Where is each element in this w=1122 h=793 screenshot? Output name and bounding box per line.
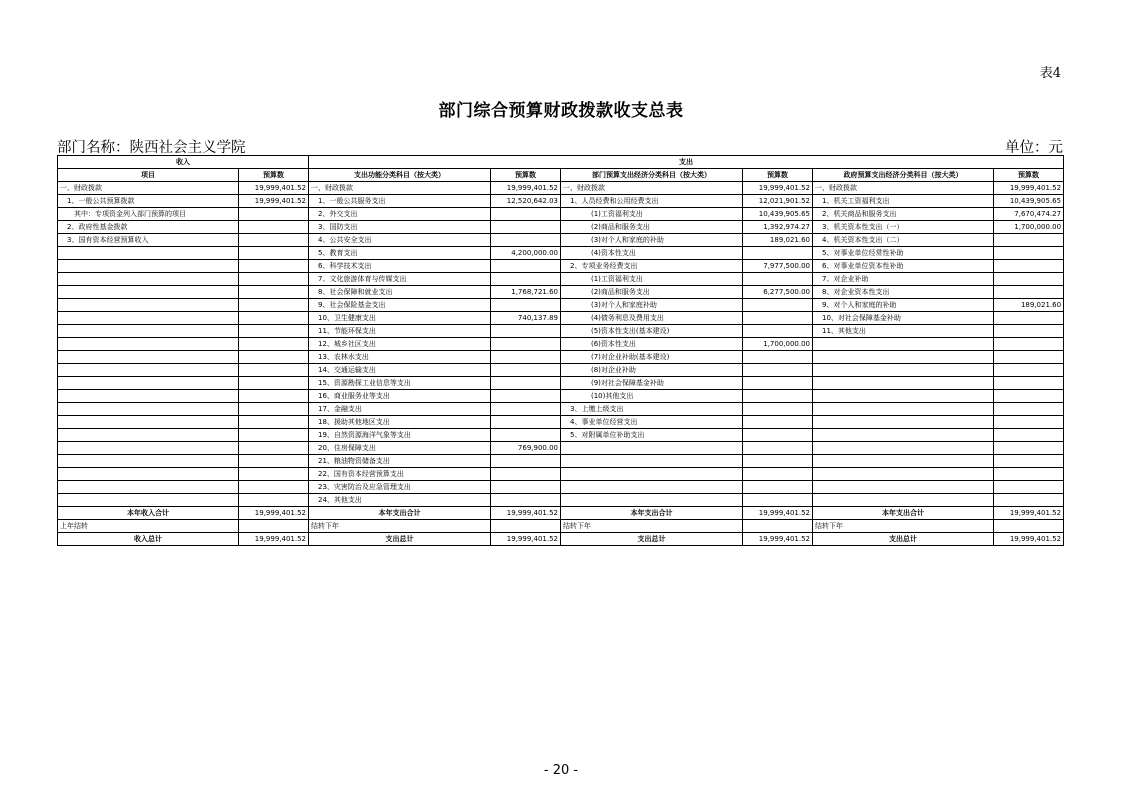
item-cell: [813, 351, 994, 364]
item-cell: [813, 364, 994, 377]
amount-cell: 740,137.89: [491, 312, 561, 325]
table-row: [58, 429, 1064, 442]
grand-total-row: [58, 533, 1064, 546]
item-cell: 5、对事业单位经常性补助: [813, 247, 994, 260]
amount-cell: [743, 377, 813, 390]
amount-cell: [743, 481, 813, 494]
year-expense-value: 19,999,401.52: [491, 507, 561, 520]
table-number: 表4: [1039, 66, 1061, 81]
amount-cell: [239, 299, 309, 312]
item-cell: [58, 429, 239, 442]
item-cell: 1、一般公共预算拨款: [58, 195, 239, 208]
amount-cell: [239, 481, 309, 494]
item-cell: 12、城乡社区支出: [309, 338, 491, 351]
income-total-label: 收入总计: [58, 533, 239, 546]
item-cell: (1)工资福利支出: [561, 273, 743, 286]
amount-cell: [239, 351, 309, 364]
table-row: [58, 273, 1064, 286]
table-row: [58, 468, 1064, 481]
amount-cell: [743, 468, 813, 481]
amount-cell: [994, 273, 1064, 286]
item-cell: 1、人员经费和公用经费支出: [561, 195, 743, 208]
amount-cell: [239, 416, 309, 429]
amount-cell: [994, 338, 1064, 351]
item-cell: [58, 416, 239, 429]
item-cell: [58, 325, 239, 338]
item-cell: 9、社会保险基金支出: [309, 299, 491, 312]
carry-out-value: [994, 520, 1064, 533]
item-cell: (7)对企业补助(基本建设): [561, 351, 743, 364]
amount-cell: [491, 338, 561, 351]
amount-cell: [239, 468, 309, 481]
amount-cell: [994, 455, 1064, 468]
item-cell: 8、社会保障和就业支出: [309, 286, 491, 299]
item-cell: [58, 299, 239, 312]
amount-cell: [994, 260, 1064, 273]
amount-cell: [239, 325, 309, 338]
item-cell: 3、国防支出: [309, 221, 491, 234]
item-cell: 2、专项业务经费支出: [561, 260, 743, 273]
item-cell: [813, 403, 994, 416]
year-income-value: 19,999,401.52: [239, 507, 309, 520]
item-cell: 16、商业服务业等支出: [309, 390, 491, 403]
amount-cell: [743, 247, 813, 260]
item-cell: [813, 390, 994, 403]
amount-cell: [491, 494, 561, 507]
item-cell: (2)商品和服务支出: [561, 221, 743, 234]
amount-cell: [743, 364, 813, 377]
header-item: 项目: [58, 169, 239, 182]
amount-cell: 1,700,000.00: [994, 221, 1064, 234]
table-row: [58, 325, 1064, 338]
table-row: [58, 195, 1064, 208]
amount-cell: 19,999,401.52: [239, 182, 309, 195]
table-row: [58, 377, 1064, 390]
amount-cell: [994, 468, 1064, 481]
item-cell: (8)对企业补助: [561, 364, 743, 377]
item-cell: [561, 481, 743, 494]
amount-cell: [491, 377, 561, 390]
year-expense-value: 19,999,401.52: [743, 507, 813, 520]
table-row: [58, 299, 1064, 312]
item-cell: (10)其他支出: [561, 390, 743, 403]
table-row: [58, 416, 1064, 429]
amount-cell: [239, 234, 309, 247]
amount-cell: [743, 351, 813, 364]
amount-cell: 189,021.60: [994, 299, 1064, 312]
item-cell: 2、政府性基金拨款: [58, 221, 239, 234]
amount-cell: [239, 247, 309, 260]
item-cell: [813, 416, 994, 429]
item-cell: [58, 364, 239, 377]
amount-cell: [994, 247, 1064, 260]
amount-cell: [239, 286, 309, 299]
item-cell: 3、上缴上级支出: [561, 403, 743, 416]
amount-cell: [491, 208, 561, 221]
item-cell: (2)商品和服务支出: [561, 286, 743, 299]
item-cell: (4)资本性支出: [561, 247, 743, 260]
expense-total-value: 19,999,401.52: [743, 533, 813, 546]
amount-cell: [994, 312, 1064, 325]
amount-cell: 4,200,000.00: [491, 247, 561, 260]
item-cell: 19、自然资源海洋气象等支出: [309, 429, 491, 442]
amount-cell: [239, 312, 309, 325]
item-cell: 一、财政拨款: [813, 182, 994, 195]
item-cell: [58, 247, 239, 260]
item-cell: [58, 468, 239, 481]
item-cell: 1、机关工资福利支出: [813, 195, 994, 208]
item-cell: [58, 494, 239, 507]
amount-cell: [994, 494, 1064, 507]
item-cell: [561, 455, 743, 468]
header-row-columns: [58, 169, 1064, 182]
amount-cell: [239, 273, 309, 286]
item-cell: [813, 429, 994, 442]
year-expense-label: 本年支出合计: [309, 507, 491, 520]
amount-cell: [491, 455, 561, 468]
amount-cell: [239, 208, 309, 221]
item-cell: [813, 468, 994, 481]
table-row: [58, 234, 1064, 247]
header-dept-econ: 部门预算支出经济分类科目（按大类）: [561, 169, 743, 182]
carry-row: [58, 520, 1064, 533]
amount-cell: [239, 403, 309, 416]
item-cell: 5、教育支出: [309, 247, 491, 260]
item-cell: [58, 351, 239, 364]
item-cell: (4)债务利息及费用支出: [561, 312, 743, 325]
amount-cell: 7,670,474.27: [994, 208, 1064, 221]
amount-cell: [491, 234, 561, 247]
amount-cell: [743, 390, 813, 403]
item-cell: [58, 481, 239, 494]
item-cell: [58, 338, 239, 351]
item-cell: 7、文化旅游体育与传媒支出: [309, 273, 491, 286]
table-row: [58, 494, 1064, 507]
amount-cell: [491, 260, 561, 273]
amount-cell: [491, 403, 561, 416]
item-cell: [58, 442, 239, 455]
amount-cell: [743, 312, 813, 325]
expense-total-value: 19,999,401.52: [491, 533, 561, 546]
item-cell: (9)对社会保障基金补助: [561, 377, 743, 390]
amount-cell: [239, 221, 309, 234]
amount-cell: 19,999,401.52: [743, 182, 813, 195]
table-row: [58, 247, 1064, 260]
table-row: [58, 312, 1064, 325]
amount-cell: [491, 325, 561, 338]
item-cell: 17、金融支出: [309, 403, 491, 416]
table-row: [58, 221, 1064, 234]
expense-total-label: 支出总计: [813, 533, 994, 546]
amount-cell: [743, 455, 813, 468]
item-cell: [813, 377, 994, 390]
table-row: [58, 351, 1064, 364]
department-name: 部门名称：陕西社会主义学院: [57, 140, 246, 156]
expense-total-label: 支出总计: [309, 533, 491, 546]
table-row: [58, 390, 1064, 403]
item-cell: (5)资本性支出(基本建设): [561, 325, 743, 338]
amount-cell: 1,392,974.27: [743, 221, 813, 234]
item-cell: 一、财政拨款: [58, 182, 239, 195]
item-cell: 2、机关商品和服务支出: [813, 208, 994, 221]
header-row-group: [58, 156, 1064, 169]
amount-cell: [239, 338, 309, 351]
amount-cell: 10,439,905.65: [743, 208, 813, 221]
amount-cell: [994, 429, 1064, 442]
table-row: [58, 286, 1064, 299]
item-cell: 24、其他支出: [309, 494, 491, 507]
item-cell: 21、粮油物资储备支出: [309, 455, 491, 468]
header-gov-econ: 政府预算支出经济分类科目（按大类）: [813, 169, 994, 182]
item-cell: [58, 312, 239, 325]
income-total-value: 19,999,401.52: [239, 533, 309, 546]
amount-cell: [743, 416, 813, 429]
amount-cell: [491, 416, 561, 429]
header-budget: 预算数: [994, 169, 1064, 182]
header-budget: 预算数: [491, 169, 561, 182]
unit-label: 单位：元: [1005, 140, 1063, 156]
amount-cell: [491, 390, 561, 403]
item-cell: [58, 390, 239, 403]
amount-cell: [239, 494, 309, 507]
item-cell: [58, 260, 239, 273]
header-budget: 预算数: [743, 169, 813, 182]
amount-cell: [743, 429, 813, 442]
item-cell: 其中：专项资金列入部门预算的项目: [58, 208, 239, 221]
item-cell: [561, 442, 743, 455]
amount-cell: [239, 455, 309, 468]
amount-cell: [491, 273, 561, 286]
amount-cell: 10,439,905.65: [994, 195, 1064, 208]
amount-cell: [491, 221, 561, 234]
amount-cell: [239, 377, 309, 390]
item-cell: [813, 481, 994, 494]
amount-cell: [239, 260, 309, 273]
header-income: 收入: [58, 156, 309, 169]
expense-total-label: 支出总计: [561, 533, 743, 546]
amount-cell: [994, 351, 1064, 364]
amount-cell: 7,977,500.00: [743, 260, 813, 273]
amount-cell: [491, 299, 561, 312]
table-row: [58, 182, 1064, 195]
amount-cell: 12,520,642.03: [491, 195, 561, 208]
year-expense-value: 19,999,401.52: [994, 507, 1064, 520]
item-cell: 6、科学技术支出: [309, 260, 491, 273]
amount-cell: [743, 403, 813, 416]
expense-total-value: 19,999,401.52: [994, 533, 1064, 546]
item-cell: 5、对附属单位补助支出: [561, 429, 743, 442]
amount-cell: [994, 442, 1064, 455]
page-title: 部门综合预算财政拨款收支总表: [438, 101, 684, 121]
amount-cell: 1,700,000.00: [743, 338, 813, 351]
amount-cell: 769,900.00: [491, 442, 561, 455]
item-cell: 6、对事业单位资本性补助: [813, 260, 994, 273]
item-cell: [561, 494, 743, 507]
table-row: [58, 364, 1064, 377]
amount-cell: [239, 429, 309, 442]
item-cell: [58, 455, 239, 468]
carry-out-value: [743, 520, 813, 533]
amount-cell: [743, 299, 813, 312]
item-cell: [58, 377, 239, 390]
page-number: - 20 -: [543, 763, 579, 778]
amount-cell: 189,021.60: [743, 234, 813, 247]
table-row: [58, 338, 1064, 351]
amount-cell: [491, 429, 561, 442]
item-cell: 4、公共安全支出: [309, 234, 491, 247]
carry-out-value: [491, 520, 561, 533]
item-cell: 10、卫生健康支出: [309, 312, 491, 325]
amount-cell: [994, 364, 1064, 377]
item-cell: 3、国有资本经营预算收入: [58, 234, 239, 247]
amount-cell: 12,021,901.52: [743, 195, 813, 208]
item-cell: (3)对个人和家庭补助: [561, 299, 743, 312]
amount-cell: [239, 390, 309, 403]
item-cell: [58, 286, 239, 299]
item-cell: 4、机关资本性支出（二）: [813, 234, 994, 247]
table-row: [58, 260, 1064, 273]
amount-cell: [491, 351, 561, 364]
amount-cell: [491, 481, 561, 494]
item-cell: 11、其他支出: [813, 325, 994, 338]
item-cell: (3)对个人和家庭的补助: [561, 234, 743, 247]
carry-in-label: 上年结转: [58, 520, 239, 533]
item-cell: 8、对企业资本性支出: [813, 286, 994, 299]
year-expense-label: 本年支出合计: [813, 507, 994, 520]
carry-out-label: 结转下年: [309, 520, 491, 533]
item-cell: [813, 494, 994, 507]
table-row: [58, 208, 1064, 221]
item-cell: 一、财政拨款: [309, 182, 491, 195]
amount-cell: [994, 286, 1064, 299]
budget-table: [57, 155, 1064, 546]
year-total-row: [58, 507, 1064, 520]
item-cell: 4、事业单位经营支出: [561, 416, 743, 429]
amount-cell: 6,277,500.00: [743, 286, 813, 299]
amount-cell: [994, 377, 1064, 390]
item-cell: [813, 455, 994, 468]
carry-out-label: 结转下年: [561, 520, 743, 533]
amount-cell: 1,768,721.60: [491, 286, 561, 299]
item-cell: (1)工资福利支出: [561, 208, 743, 221]
item-cell: 18、援助其他地区支出: [309, 416, 491, 429]
amount-cell: [994, 416, 1064, 429]
item-cell: (6)资本性支出: [561, 338, 743, 351]
amount-cell: [491, 364, 561, 377]
item-cell: 20、住房保障支出: [309, 442, 491, 455]
amount-cell: [994, 481, 1064, 494]
amount-cell: [239, 364, 309, 377]
amount-cell: [743, 494, 813, 507]
carry-in-value: [239, 520, 309, 533]
item-cell: [58, 403, 239, 416]
header-expense: 支出: [309, 156, 1064, 169]
item-cell: 7、对企业补助: [813, 273, 994, 286]
table-row: [58, 455, 1064, 468]
year-expense-label: 本年支出合计: [561, 507, 743, 520]
amount-cell: [239, 442, 309, 455]
item-cell: [813, 442, 994, 455]
item-cell: [813, 338, 994, 351]
item-cell: 9、对个人和家庭的补助: [813, 299, 994, 312]
table-row: [58, 481, 1064, 494]
amount-cell: [994, 403, 1064, 416]
amount-cell: [994, 390, 1064, 403]
header-func: 支出功能分类科目（按大类）: [309, 169, 491, 182]
item-cell: 11、节能环保支出: [309, 325, 491, 338]
item-cell: 14、交通运输支出: [309, 364, 491, 377]
amount-cell: [994, 234, 1064, 247]
amount-cell: [743, 325, 813, 338]
item-cell: 2、外交支出: [309, 208, 491, 221]
item-cell: [58, 273, 239, 286]
item-cell: 23、灾害防治及应急管理支出: [309, 481, 491, 494]
table-row: [58, 442, 1064, 455]
item-cell: 一、财政拨款: [561, 182, 743, 195]
amount-cell: 19,999,401.52: [994, 182, 1064, 195]
amount-cell: [743, 273, 813, 286]
item-cell: 10、对社会保障基金补助: [813, 312, 994, 325]
item-cell: 15、资源勘探工业信息等支出: [309, 377, 491, 390]
amount-cell: 19,999,401.52: [491, 182, 561, 195]
item-cell: 3、机关资本性支出（一）: [813, 221, 994, 234]
item-cell: 13、农林水支出: [309, 351, 491, 364]
amount-cell: [491, 468, 561, 481]
item-cell: [561, 468, 743, 481]
amount-cell: [994, 325, 1064, 338]
item-cell: 22、国有资本经营预算支出: [309, 468, 491, 481]
table-row: [58, 403, 1064, 416]
header-budget: 预算数: [239, 169, 309, 182]
year-income-label: 本年收入合计: [58, 507, 239, 520]
amount-cell: [743, 442, 813, 455]
carry-out-label: 结转下年: [813, 520, 994, 533]
item-cell: 1、一般公共服务支出: [309, 195, 491, 208]
amount-cell: 19,999,401.52: [239, 195, 309, 208]
